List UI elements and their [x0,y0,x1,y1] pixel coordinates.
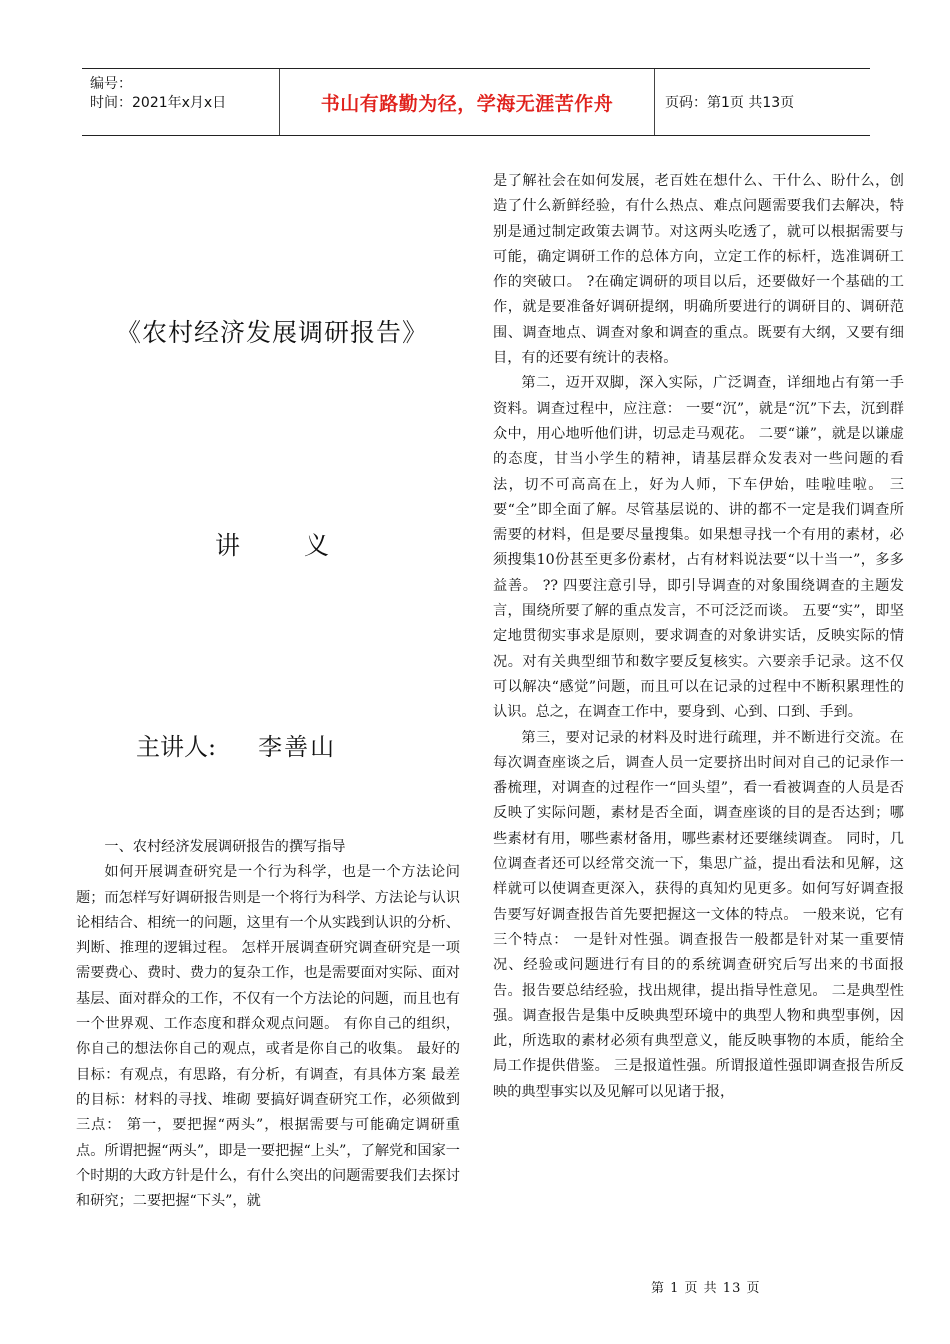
right-column [493,169,904,1105]
right-paragraph-1: 是了解社会在如何发展，老百姓在想什么、干什么、盼什么，创造了什么新鲜经验，有什么热点、难点问题需要我们去解决，特别是通过制定政策去调节。对这两头吃透了，就可以根据需要与可能，确定调研工作的总体方向，立定工作的标杆，选准调研工作的突破口。 ?在确定调研的项目以后，还要做好一个基础的工作，就是要准备好调研提纲，明确所要进行的调研目的、调研范围、调查地点、调查对象和调查的重点。既要有大纲，又要有细目，有的还要有统计的表格。 [493,173,904,367]
time-label: 时间：2021年x月x日 [90,95,227,111]
page-header [82,68,870,136]
header-motto-cell [280,69,655,135]
number-label: 编号： [90,76,132,92]
header-page-info: 页码：第1页 共13页 [665,95,795,111]
right-paragraph-3: 第三，要对记录的材料及时进行疏理，并不断进行交流。在每次调查座谈之后，调查人员一定要挤出时间对自己的记录作一番梳理，对调查的过程作一“回头望”，看一看被调查的人员是否反映了实际问题，素材是否全面，调查座谈的目的是否达到；哪些素材有用，哪些素材备用，哪些素材还要继续调查。 同时，几位调查者还可以经常交流一下，集思广益，提出看法和见解，这样就可以使调查更深入，获得的真知灼见更多。如何写好调查报告要写好调查报告首先要把握这一文体的特点。 一般来说，它有三个特点： 一是针对性强。调查报告一般都是针对某一重要情况、经验或问题进行有目的的系统调查研究后写出来的书面报告。报告要总结经验，找出规律，提出指导性意见。 二是典型性强。调查报告是集中反映典型环境中的典型人物和典型事例，因此，所选取的素材必须有典型意义，能反映事物的本质，能给全局工作提供借鉴。 三是报道性强。所谓报道性强即调查报告所反映的典型事实以及见解可以见诸于报， [493,729,904,1100]
right-paragraph-2: 第二，迈开双脚，深入实际，广泛调查，详细地占有第一手资料。调查过程中，应注意： 一要“沉”，就是“沉”下去，沉到群众中，用心地听他们讲，切忌走马观花。 二要“谦”，就是以谦虚的态度，甘当小学生的精神，请基层群众发表对一些问题的看法，切不可高高在上，好为人师，下车伊始，哇啦哇啦。 三要“全”即全面了解。尽管基层说的、讲的都不一定是我们调查所需要的材料，但是要尽量搜集。如果想寻找一个有用的素材，必须搜集10份甚至更多份素材，占有材料说法要“以十当一”，多多益善。 ?? 四要注意引导，即引导调查的对象围绕调查的主题发言，围绕所要了解的重点发言，不可泛泛而谈。 五要“实”，即坚定地贯彻实事求是原则，要求调查的对象讲实话，反映实际的情况。对有关典型细节和数字要反复核实。六要亲手记录。这不仅可以解决“感觉”问题，而且可以在记录的过程中不断积累理性的认识。总之，在调查工作中，要身到、心到、口到、手到。 [493,375,904,721]
header-meta [82,69,280,135]
left-column [76,835,460,1214]
speaker-label: 主讲人: [136,733,217,761]
header-motto: 书山有路勤为径，学海无涯苦作舟 [320,92,614,115]
section-heading: 一、农村经济发展调研报告的撰写指导 [104,839,346,855]
speaker-line [136,727,336,762]
left-paragraph: 如何开展调查研究是一个行为科学，也是一个方法论问题；而怎样写好调研报告则是一个将行为科学、方法论与认识论相结合、相统一的问题，这里有一个从实践到认识的分析、判断、推理的逻辑过程。 怎样开展调查研究调查研究是一项需要费心、费时、费力的复杂工作，也是需要面对实际、面对基层、面对群众的工作，不仅有一个方法论的问题，而且也有一个世界观、工作态度和群众观点问题。 有你自己的组织，你自己的想法你自己的观点，或者是你自己的收集。 最好的目标：有观点，有思路，有分析，有调查，有具体方案 最差的目标：材料的寻找、堆砌 要搞好调查研究工作，必须做到三点： 第一，要把握“两头”，根据需要与可能确定调研重点。所谓把握“两头”，即是一要把握“上头”，了解党和国家一个时期的大政方针是什么，有什么突出的问题需要我们去探讨和研究；二要把握“下头”，就 [76,864,460,1210]
page-footer: 第 1 页 共 13 页 [651,1281,761,1296]
speaker-name: 李善山 [258,733,337,761]
document-title: 《农村经济发展调研报告》 [115,318,428,347]
document-subtitle: 讲义 [214,531,393,560]
